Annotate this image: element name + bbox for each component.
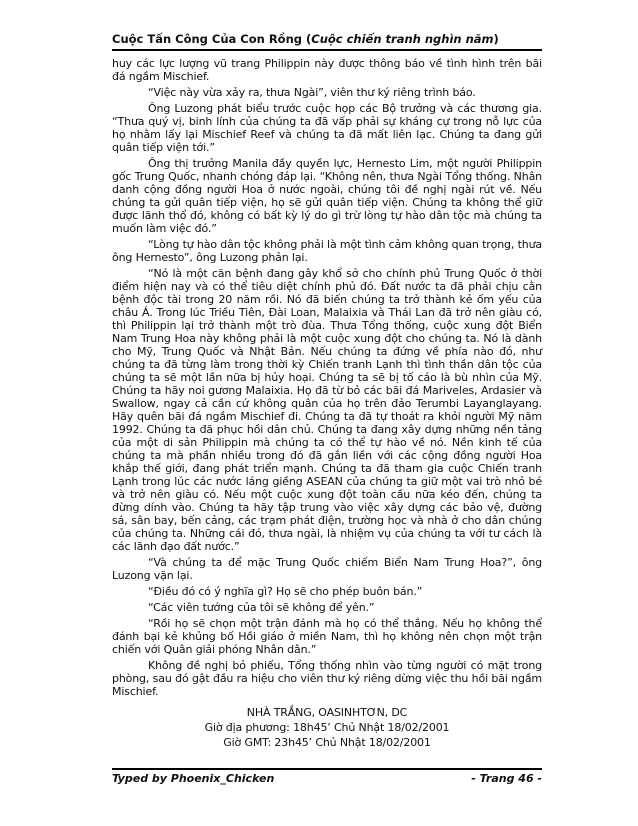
paragraph: Không đề nghị bỏ phiếu, Tổng thống nhìn vào từng người có mặt trong phòng, sau đó gật đầu ra hiệu cho viên thư ký riêng dừng việc thu hồi bãi ngầm Mischief. <box>112 659 542 698</box>
header-title: Cuộc Tấn Công Của Con Rồng ( <box>112 32 312 46</box>
dateline-local-time: Giờ địa phương: 18h45’ Chủ Nhật 18/02/2001 <box>204 721 450 734</box>
paragraph: “Việc này vừa xảy ra, thưa Ngài”, viên thư ký riêng trình báo. <box>148 86 476 99</box>
header-subtitle: Cuộc chiến tranh nghìn năm <box>311 32 494 46</box>
dateline-place: NHÀ TRẮNG, OASINHTƠN, DC <box>246 706 408 719</box>
paragraph: “Nó là một căn bệnh đang gây khổ sở cho chính phủ Trung Quốc ở thời điểm hiện nay và có thể tiêu diệt chính phủ đó. Đất nước ta đã phải chịu cằn bệnh độc tài trong 20 năm rồi. Nó đã biến chúng ta trở thành kẻ ốm yếu của châu Á. Trong lúc Triều Tiên, Đài Loan, Malaixia và Thái Lan đã trở nên giàu có, thì Philippin lại trở thành một trò đùa. Thưa Tổng thống, cuộc xung đột Biển Nam Trung Hoa này không phải là một cuộc xung đột cho chúng ta. Nó là dành cho Mỹ, Trung Quốc và Nhật Bản. Nếu chúng ta đứng về phía nào đó, như chúng ta đã từng làm trong thời kỳ Chiến tranh Lạnh thì tình thần dân tộc của chúng ta sẽ một lần nữa bị hủy hoại. Chúng ta sẽ bị tố cáo là bù nhìn của Mỹ. Chúng ta hãy noi gương Malaixia. Họ đã từ bỏ các bãi đá Mariveles, Ardasier và Swallow, ngay cả cần cứ không quân của họ trên đảo Terumbi Layanglayang. Hãy quên bãi đá ngầm Mischief đi. Chúng ta đã tự thoát ra khỏi người Mỹ năm 1992. Chúng ta đã phục hồi dân chủ. Chúng ta đang xây dựng những nền tảng của một di sản Philippin mà chúng ta có thể tự hào về nó. Nền kinh tế của chúng ta mà phần nhiều trong đó đã gắn liền với các cộng đồng người Hoa khắp thế giới, đang phát triển mạnh. Chúng ta đã tham gia cuộc Chiến tranh Lạnh trong lúc các nước láng giềng ASEAN của chúng ta giữ một vai trò nhỏ bé và trở nên giàu có. Nếu một cuộc xung đột toàn cầu nữa kéo đến, chúng ta đừng dính vào. Chúng ta hãy tập trung vào việc xây dựng các bảo vệ, đường sá, sân bay, bến cảng, các trạm phát điện, trường học và nhà ở cho dân chúng của chúng ta. Những cái đó, thưa ngài, là nhiệm vụ của chúng ta với tư cách là các lãnh đạo đất nước.” <box>112 267 542 553</box>
running-footer <box>112 772 542 786</box>
paragraph: “Điều đó có ý nghĩa gì? Họ sẽ cho phép buôn bán.” <box>148 585 423 598</box>
header-close: ) <box>493 32 499 46</box>
paragraph: “Lòng tự hào dân tộc không phải là một tình cảm không quan trọng, thưa ông Hernesto”, ông Luzong phản lại. <box>112 238 542 264</box>
paragraph: “Rồi họ sẽ chọn một trận đánh mà họ có thể thắng. Nếu họ không thể đánh bại kẻ khủng bố Hồi giáo ở miền Nam, thì họ không nên chọn một trận chiến với Quân giải phóng Nhân dân.” <box>112 617 542 656</box>
paragraph: Ông thị trưởng Manila đầy quyền lực, Hernesto Lim, một người Philippin gốc Trung Quốc, nhanh chóng đáp lại. “Không nên, thưa Ngài Tổng thống. Nhân danh cộng đồng người Hoa ở nước ngoài, chúng tôi đề nghị ngài rút về. Nếu chúng ta gửi quân tiếp viện, họ sẽ gửi quân tiếp viện. Chúng ta không thể giữ được lãnh thổ đó, không có bất kỳ lý do gì trừ lòng tự hào dân tộc mà chúng ta muốn làm việc đó.” <box>112 157 542 235</box>
body-text <box>112 57 542 749</box>
paragraph: Ông Luzong phát biểu trước cuộc họp các Bộ trưởng và các thương gia. “Thưa quý vị, binh lính của chúng ta đã vấp phải sự kháng cự trong nỗ lực của họ nhằm lấy lại Mischief Reef và chúng ta đã mất liên lạc. Chúng ta đang gửi quân tiếp viện tới.” <box>112 102 542 154</box>
running-header <box>112 32 542 46</box>
header-rule <box>112 49 542 51</box>
dateline-gmt-time: Giờ GMT: 23h45’ Chủ Nhật 18/02/2001 <box>223 736 431 749</box>
page-number: - Trang 46 - <box>471 772 542 785</box>
paragraph: “Và chúng ta để mặc Trung Quốc chiếm Biển Nam Trung Hoa?”, ông Luzong vặn lại. <box>112 556 542 582</box>
footer-rule <box>112 768 542 770</box>
footer-typist: Typed by Phoenix_Chicken <box>112 772 275 785</box>
paragraph: “Các viên tướng của tôi sẽ không để yên.” <box>148 601 375 614</box>
paragraph: huy các lực lượng vũ trang Philippin này được thông báo về tình hình trên bãi đá ngầm Mischief. <box>112 57 542 83</box>
